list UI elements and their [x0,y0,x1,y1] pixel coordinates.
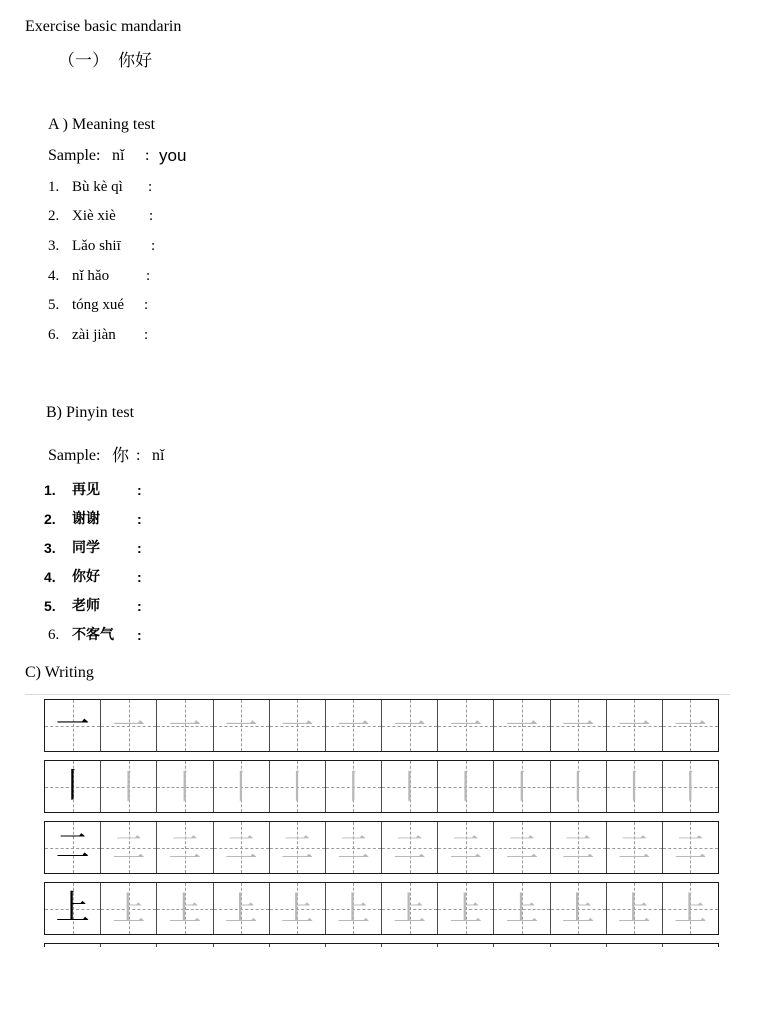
model-character-cell [45,761,101,812]
trace-character: 一 [112,706,146,745]
item-colon: : [151,238,156,254]
empty-grid-cell [157,944,213,947]
item-pinyin: Lǎo shiī [72,238,121,254]
trace-character: 上 [673,889,707,928]
item-characters: 老师 [72,598,100,614]
model-character: 丨 [55,766,90,806]
trace-character: 一 [336,706,370,745]
sample-character: 你 [112,446,129,466]
trace-character-cell [663,761,718,812]
meaning-item [0,206,420,226]
item-characters: 你好 [72,569,100,585]
pinyin-item [0,480,420,500]
trace-character: 一 [280,706,314,745]
trace-character: 丨 [168,767,202,806]
pinyin-item [0,567,420,587]
trace-character: 二 [561,828,595,867]
item-number: 1. [44,482,56,498]
trace-character-cell [326,883,382,934]
trace-character-cell [270,761,326,812]
item-colon: : [137,511,142,527]
trace-character: 上 [336,889,370,928]
item-colon: : [137,540,142,556]
item-colon: : [144,297,149,313]
trace-character-cell [494,700,550,751]
trace-character-cell [607,761,663,812]
empty-grid-cell [663,944,718,947]
trace-character-cell [607,883,663,934]
empty-grid-cell [438,944,494,947]
item-number: 6. [48,627,60,643]
writing-row [44,760,719,813]
trace-character: 上 [617,889,651,928]
trace-character: 一 [561,706,595,745]
trace-character: 一 [505,706,539,745]
meaning-item [0,325,420,345]
trace-character: 丨 [561,767,595,806]
section-divider [25,694,730,695]
trace-character-cell [663,700,718,751]
trace-character: 丨 [673,767,707,806]
empty-grid-cell [382,944,438,947]
trace-character: 上 [561,889,595,928]
trace-character: 二 [449,828,483,867]
empty-grid-cell [494,944,550,947]
trace-character-cell [382,700,438,751]
trace-character-cell [214,761,270,812]
pinyin-item [0,596,420,616]
empty-grid-cell [607,944,663,947]
model-character-cell [45,883,101,934]
item-colon: : [146,268,151,284]
item-number: 3. [44,540,56,556]
trace-character: 二 [673,828,707,867]
meaning-item [0,266,420,286]
trace-character-cell [101,883,157,934]
meaning-item [0,236,420,256]
trace-character: 上 [112,889,146,928]
item-colon: : [148,179,153,195]
meaning-item [0,177,420,197]
trace-character: 二 [617,828,651,867]
item-pinyin: Xiè xiè [72,208,116,224]
empty-grid-cell [270,944,326,947]
empty-grid-cell [45,944,101,947]
trace-character: 丨 [505,767,539,806]
trace-character: 丨 [393,767,427,806]
model-character: 一 [55,705,90,745]
trace-character-cell [551,700,607,751]
item-pinyin: Bù kè qì [72,179,123,195]
item-colon: : [137,569,142,585]
trace-character-cell [382,822,438,873]
trace-character-cell [494,822,550,873]
trace-character-cell [101,700,157,751]
item-colon: : [137,482,142,498]
trace-character-cell [494,761,550,812]
item-characters: 同学 [72,540,100,556]
lesson-title: 你好 [118,51,152,71]
trace-character: 一 [168,706,202,745]
trace-character: 二 [280,828,314,867]
model-character-cell [45,822,101,873]
trace-character-cell [326,700,382,751]
trace-character: 丨 [449,767,483,806]
item-pinyin: zài jiàn [72,327,116,343]
sample-answer: nǐ [152,447,165,464]
item-colon: : [137,598,142,614]
trace-character-cell [270,700,326,751]
sample-pinyin: nǐ [112,147,125,164]
item-characters: 谢谢 [72,511,100,527]
model-character: 二 [55,827,90,867]
item-pinyin: nǐ hǎo [72,268,110,284]
trace-character-cell [214,700,270,751]
trace-character-cell [101,761,157,812]
item-characters: 再见 [72,482,100,498]
trace-character-cell [438,700,494,751]
item-colon: : [144,327,149,343]
trace-character-cell [382,761,438,812]
trace-character: 上 [168,889,202,928]
trace-character-cell [663,822,718,873]
item-number: 5. [48,297,60,313]
trace-character-cell [157,700,213,751]
trace-character: 丨 [112,767,146,806]
meaning-item [0,295,420,315]
trace-character-cell [494,883,550,934]
item-number: 1. [48,179,60,195]
empty-grid-cell [214,944,270,947]
trace-character: 一 [673,706,707,745]
item-pinyin: tóng xué [72,297,125,313]
writing-row [44,821,719,874]
trace-character-cell [551,761,607,812]
trace-character: 丨 [336,767,370,806]
trace-character: 丨 [280,767,314,806]
trace-character: 一 [224,706,258,745]
trace-character-cell [214,883,270,934]
trace-character: 丨 [617,767,651,806]
item-colon: : [137,627,142,643]
trace-character-cell [607,822,663,873]
sample-label: Sample: [48,147,101,164]
trace-character-cell [326,822,382,873]
empty-grid-cell [101,944,157,947]
trace-character-cell [607,700,663,751]
trace-character-cell [270,822,326,873]
trace-character-cell [438,761,494,812]
writing-row [44,882,719,935]
trace-character-cell [157,883,213,934]
document-title: Exercise basic mandarin [25,18,182,35]
trace-character: 一 [449,706,483,745]
item-number: 6. [48,327,60,343]
trace-character: 上 [449,889,483,928]
trace-character-cell [382,883,438,934]
item-number: 5. [44,598,56,614]
trace-character: 二 [393,828,427,867]
trace-character-cell [101,822,157,873]
item-characters: 不客气 [72,627,114,643]
trace-character-cell [551,883,607,934]
writing-row [44,699,719,752]
trace-character: 二 [336,828,370,867]
trace-character: 一 [617,706,651,745]
pinyin-item [0,625,420,645]
writing-heading: C) Writing [25,664,94,681]
trace-character-cell [214,822,270,873]
trace-character-cell [157,761,213,812]
trace-character: 二 [224,828,258,867]
trace-character: 二 [168,828,202,867]
trace-character-cell [438,822,494,873]
item-colon: : [149,208,154,224]
trace-character: 二 [505,828,539,867]
item-number: 3. [48,238,60,254]
trace-character-cell [326,761,382,812]
trace-character: 丨 [224,767,258,806]
trace-character: 上 [280,889,314,928]
model-character: 上 [55,888,90,928]
lesson-number: （一） [58,51,109,71]
trace-character: 上 [505,889,539,928]
trace-character-cell [157,822,213,873]
sample-label: Sample: [48,447,101,464]
writing-grid [44,699,719,947]
sample-answer: you [159,146,187,165]
meaning-test-heading: A ) Meaning test [48,116,156,133]
writing-row-partial [44,943,719,947]
empty-grid-cell [551,944,607,947]
sample-colon: : [136,447,141,464]
trace-character: 二 [112,828,146,867]
trace-character: 一 [393,706,427,745]
item-number: 4. [48,268,60,284]
meaning-test-sample [0,146,420,166]
pinyin-item [0,538,420,558]
model-character-cell [45,700,101,751]
trace-character-cell [551,822,607,873]
trace-character: 上 [224,889,258,928]
trace-character: 上 [393,889,427,928]
trace-character-cell [438,883,494,934]
pinyin-item [0,509,420,529]
item-number: 4. [44,569,56,585]
item-number: 2. [44,511,56,527]
empty-grid-cell [326,944,382,947]
trace-character-cell [663,883,718,934]
sample-colon: : [145,147,150,164]
trace-character-cell [270,883,326,934]
pinyin-test-sample [0,446,420,466]
pinyin-test-heading: B) Pinyin test [46,404,135,421]
item-number: 2. [48,208,60,224]
